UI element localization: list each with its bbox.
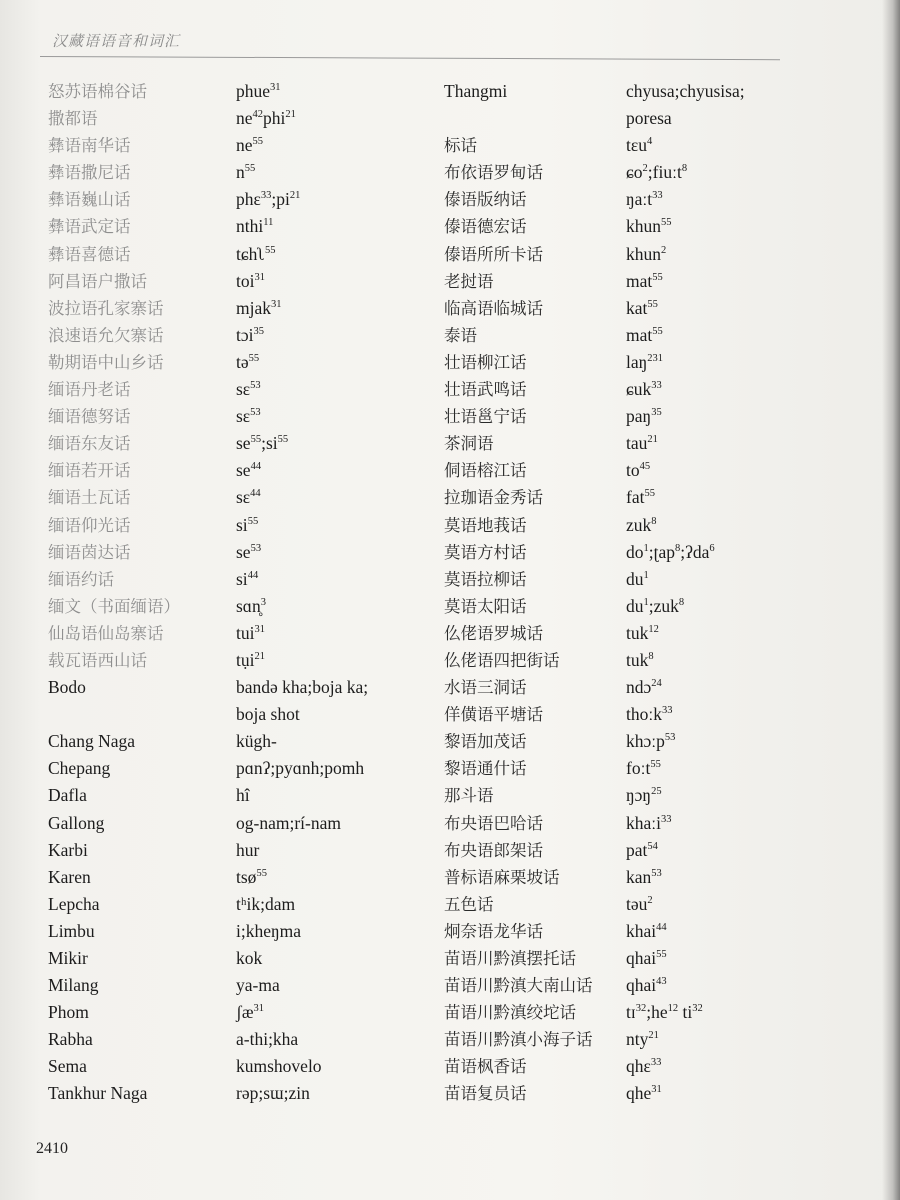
form-left: tụi$^{21}$ [236,649,265,670]
dialect-right: 那斗语 [444,786,494,806]
dialect-right: 壮语武鸣话 [444,380,527,400]
table-row [44,620,784,647]
dialect-right: 苗语枫香话 [444,1057,527,1077]
table-row [44,972,784,999]
form-right: paŋ$^{35}$ [626,406,662,427]
form-right: tuk$^{12}$ [626,622,659,643]
form-right: poresa [626,108,672,129]
dialect-left: 浪速语允欠寨话 [48,325,164,345]
dialect-right: 老挝语 [444,271,494,291]
form-left: $phɛ^{33};pi^{21}$ [236,189,301,210]
form-left: tə$^{55}$ [236,351,260,372]
table-row [44,376,784,403]
form-left: a-thi;kha [236,1029,299,1050]
dialect-left: Karen [48,866,91,887]
dialect-right: 莫语太阳话 [444,596,527,616]
form-left: hî [236,785,250,806]
table-row [44,105,784,132]
table-row [44,566,784,593]
form-left: sɛ$^{44}$ [236,487,261,508]
dialect-left: Limbu [48,920,95,941]
form-left: mjak$^{31}$ [236,297,282,318]
form-right: qhe$^{31}$ [626,1083,662,1104]
dialect-left: Dafla [48,785,87,806]
form-left: tʰik;dam [236,893,296,914]
form-left: hur [236,839,260,860]
dialect-left: 波拉语孔家寨话 [48,298,164,318]
dialect-right: 五色话 [444,894,494,914]
dialect-left: Rabha [48,1029,93,1050]
form-left: $si^{55}$ [236,514,259,535]
table-row [44,484,784,511]
form-left: tɕhʅ$^{55}$ [236,243,276,264]
form-left: ʃæ$^{31}$ [236,1002,264,1023]
table-row [44,213,784,240]
form-right: ŋaːt$^{33}$ [626,189,663,210]
form-left: og-nam;rí-nam [236,812,341,833]
table-row [44,349,784,376]
dialect-left: 缅语丹老话 [48,380,131,400]
form-left: $ne^{55}$ [236,135,264,156]
form-right: khun$^2$ [626,243,667,264]
dialect-right: 临高语临城话 [444,298,543,318]
form-right: kan$^{53}$ [626,866,662,887]
form-right: qhai$^{43}$ [626,975,667,996]
dialect-right: 苗语川黔滇摆托话 [444,949,576,968]
table-row [44,132,784,159]
dialect-right: 炯奈语龙华话 [444,921,543,941]
dialect-left: 彝语撒尼话 [48,163,131,183]
form-right: qhai$^{55}$ [626,948,667,968]
form-left: pɑnʔ;pyɑnh;pomh [236,758,365,779]
table-row [44,755,784,782]
table-row [44,728,784,755]
dialect-left: 缅语德努话 [48,407,131,427]
page-number: 2410 [36,1140,68,1157]
dialect-left: 缅语东友话 [48,434,131,454]
form-left: kok [236,948,263,968]
table-row [44,810,784,837]
form-left: $se^{55};si^{55}$ [236,433,289,454]
form-left: toi$^{31}$ [236,270,265,291]
dialect-left: Lepcha [48,893,100,914]
form-right: mat$^{55}$ [626,324,663,345]
form-right: mat$^{55}$ [626,270,663,291]
dialect-right: 莫语地莪话 [444,515,527,535]
form-right: $du^1;zuk^8$ [626,595,685,616]
form-left: tui$^{31}$ [236,622,265,643]
form-left: $ne^{42}phi^{21}$ [236,108,296,129]
table-row [44,512,784,539]
table-row [44,864,784,891]
form-right: kat$^{55}$ [626,297,658,318]
dialect-left: 彝语南华话 [48,136,131,156]
dialect-right: 莫语方村话 [444,542,527,562]
table-row [44,701,784,728]
dialect-right: 侗语榕江话 [444,461,527,481]
form-right: khun$^{55}$ [626,216,672,237]
form-right: tuk$^8$ [626,649,654,670]
dialect-right: 苗语复员话 [444,1084,527,1104]
form-left: bandə kha;boja ka; [236,677,369,698]
dialect-left: 缅文（书面缅语） [48,596,180,616]
dialect-right: 泰语 [444,325,477,345]
table-row [44,322,784,349]
table-row [44,295,784,322]
table-row [44,782,784,809]
dialect-left: 缅语仰光话 [48,515,131,535]
form-left: sɛ$^{53}$ [236,379,261,400]
table-row [44,430,784,457]
form-right: $do^1;ʈap^8;ʔda^6$ [626,541,715,562]
table-row [44,539,784,566]
form-right: qhɛ$^{33}$ [626,1056,662,1077]
dialect-right: 普标语麻栗坡话 [444,867,560,887]
form-left: tɔi$^{35}$ [236,324,264,345]
dialect-right: 苗语川黔滇绞坨话 [444,1003,576,1023]
dialect-right: Thangmi [444,81,508,101]
dialect-right: 佯僙语平塘话 [444,705,543,725]
table-row [44,241,784,268]
dialect-left: 缅语茵达话 [48,542,131,562]
form-right: zuk$^8$ [626,514,657,535]
table-row [44,674,784,701]
form-left: $n^{55}$ [236,162,256,183]
dialect-left: 阿昌语户撒话 [48,271,147,291]
form-left: rəp;sɯ;zin [236,1083,310,1104]
dialect-right: 茶洞语 [444,434,494,454]
dialect-right: 仫佬语罗城话 [444,623,543,643]
table-row [44,159,784,186]
table-row [44,1053,784,1080]
table-row [44,1026,784,1053]
table-row [44,78,784,105]
dialect-left: Karbi [48,839,88,860]
dialect-left: 撒都语 [48,109,98,129]
dialect-left: 仙岛语仙岛寨话 [48,623,164,643]
dialect-right: 壮语柳江话 [444,352,527,372]
dialect-right: 傣语德宏话 [444,217,527,237]
form-right: thoːk$^{33}$ [626,704,673,725]
dialect-right: 标话 [444,136,477,156]
dialect-right: 苗语川黔滇小海子话 [444,1030,593,1050]
dialect-right: 仫佬语四把街话 [444,650,560,670]
dialect-left: 彝语喜德话 [48,244,131,264]
form-right: $to^{45}$ [626,460,651,481]
dialect-left: 缅语若开话 [48,461,131,481]
form-left: kügh- [236,731,277,752]
table-row [44,918,784,945]
dialect-left: Sema [48,1056,87,1077]
table-row [44,593,784,620]
form-right: fat$^{55}$ [626,487,655,508]
dialect-right: 布央语郎架话 [444,840,543,860]
dialect-right: 傣语版纳话 [444,190,527,210]
dialect-right: 壮语邕宁话 [444,407,527,427]
form-left: boja shot [236,704,300,725]
form-right: tau$^{21}$ [626,433,658,454]
form-right: pat$^{54}$ [626,839,658,860]
form-right: $tɪ^{32};he^{12}$ $ti^{32}$ [626,1002,703,1023]
dialect-right: 黎语通什话 [444,759,527,779]
dialect-left: 载瓦语西山话 [48,650,147,670]
dialect-left: 勒期语中山乡话 [48,352,164,372]
table-row [44,837,784,864]
table-row [44,1080,784,1107]
dialect-right: 布央语巴哈话 [444,813,543,833]
form-left: i;kheŋma [236,920,302,941]
table-row [44,945,784,972]
form-right: khai$^{44}$ [626,920,667,941]
form-left: $se^{53}$ [236,541,262,562]
form-right: laŋ$^{231}$ [626,351,664,372]
dialect-left: Phom [48,1002,89,1023]
table-row [44,891,784,918]
dialect-right: 苗语川黔滇大南山话 [444,976,593,996]
dialect-right: 傣语所所卡话 [444,244,543,264]
form-right: nty$^{21}$ [626,1029,659,1050]
dialect-left: Chepang [48,758,111,779]
form-left: kumshovelo [236,1056,322,1077]
form-left: phue$^{31}$ [236,81,281,101]
form-right: ɕuk$^{33}$ [626,379,662,400]
dialect-right: 拉珈语金秀话 [444,488,543,508]
word-list-table [44,78,784,1108]
form-left: sɛ$^{53}$ [236,406,261,427]
form-right: chyusa;chyusisa; [626,81,745,101]
form-left: ya-ma [236,975,280,996]
form-right: khɔːp$^{53}$ [626,731,676,752]
form-left: $se^{44}$ [236,460,262,481]
table-row [44,268,784,295]
table-row [44,999,784,1026]
dialect-left: Bodo [48,677,86,698]
dialect-left: 怒苏语棉谷话 [48,82,147,101]
form-left: tsø$^{55}$ [236,866,267,887]
dialect-left: Gallong [48,812,105,833]
form-right: khaːi$^{33}$ [626,812,672,833]
page-edge-shadow [882,0,900,1200]
form-left: nthi$^{11}$ [236,216,274,237]
dialect-left: Tankhur Naga [48,1083,148,1104]
dialect-left: 彝语巍山话 [48,190,131,210]
dialect-right: 水语三洞话 [444,678,527,698]
form-right: ndɔ$^{24}$ [626,677,662,698]
running-header: 汉藏语语音和词汇 [52,32,181,50]
form-right: $du^1$ [626,568,649,589]
form-right: ŋɔŋ$^{25}$ [626,785,662,806]
dialect-left: Mikir [48,948,88,968]
form-right: ɕo$^2$;fiuːt$^8$ [626,162,688,183]
dialect-left: Milang [48,975,99,996]
dialect-left: Chang Naga [48,731,135,752]
form-left: sɑn̥$^3$ [236,595,266,616]
dialect-right: 莫语拉柳话 [444,569,527,589]
table-row [44,457,784,484]
form-right: tɛu$^4$ [626,135,653,156]
dialect-right: 布依语罗甸话 [444,163,543,183]
table-row [44,186,784,213]
dialect-left: 彝语武定话 [48,217,131,237]
dialect-left: 缅语约话 [48,569,114,589]
form-right: foːt$^{55}$ [626,758,661,779]
table-row [44,403,784,430]
form-right: təu$^2$ [626,893,653,914]
dialect-left: 缅语土瓦话 [48,488,131,508]
form-left: $si^{44}$ [236,568,259,589]
table-row [44,647,784,674]
dialect-right: 黎语加茂话 [444,732,527,752]
